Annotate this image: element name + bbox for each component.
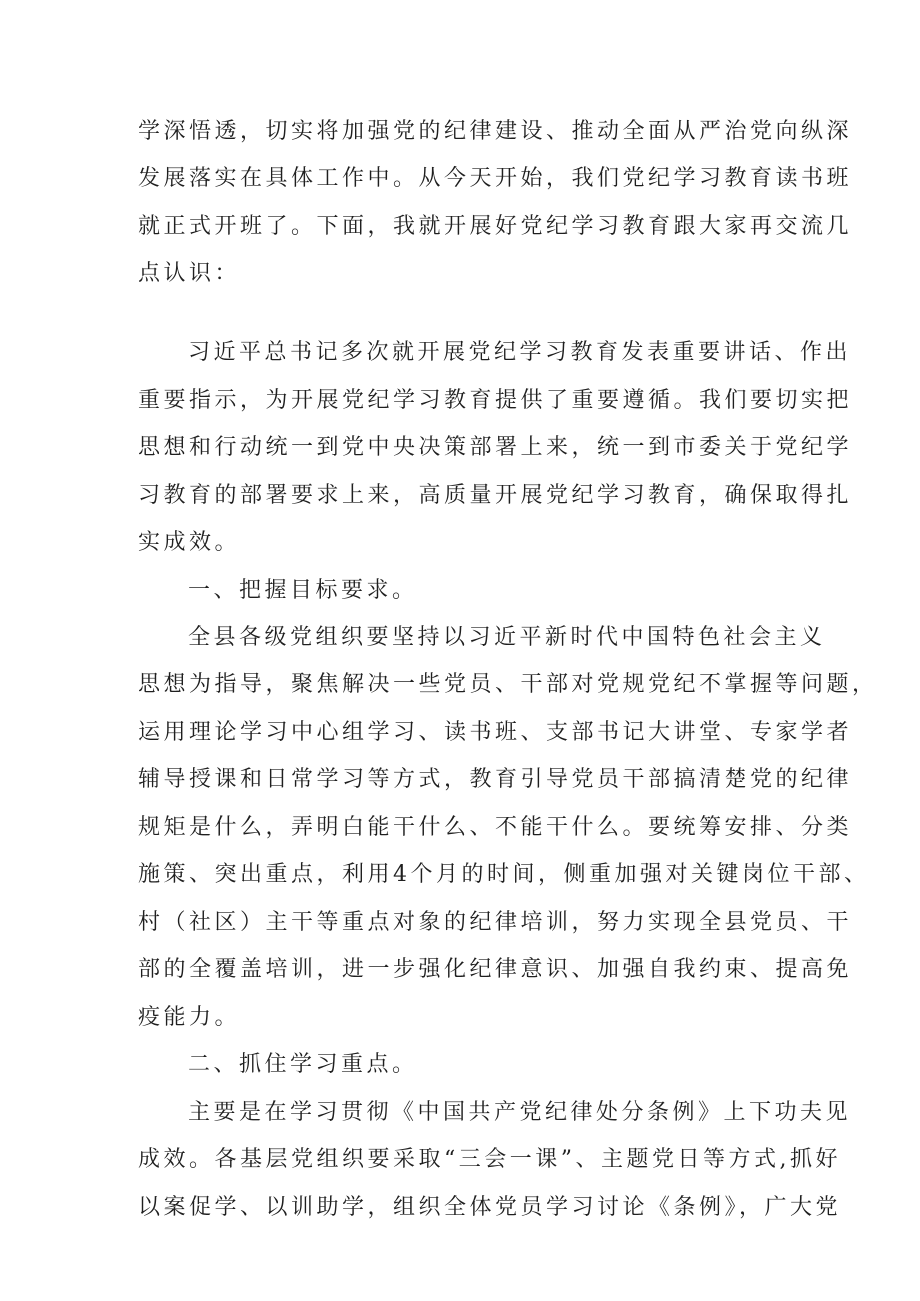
text-line-3: 就正式开班了。下面，我就开展好党纪学习教育跟大家再交流几: [138, 214, 853, 239]
text-line-6: 重要指示，为开展党纪学习教育提供了重要遵循。我们要切实把: [138, 388, 853, 413]
paragraph-start-line: 全县各级党组织要坚持以习近平新时代中国特色社会主义: [188, 625, 826, 650]
paragraph-start-line: 主要是在学习贯彻《中国共产党纪律处分条例》上下功夫见: [188, 1100, 852, 1125]
text-line-15: 规矩是什么，弄明白能干什么、不能干什么。要统筹安排、分类: [138, 815, 853, 840]
paragraph-start-line: 习近平总书记多次就开展党纪学习教育发表重要讲话、作出: [188, 340, 852, 365]
text-line-22: 成效。各基层党组织要采取“三会一课”、主题党日等方式,抓好: [138, 1147, 841, 1172]
text-line-18: 部的全覆盖培训，进一步强化纪律意识、加强自我约束、提高免: [138, 957, 853, 982]
text-line-14: 辅导授课和日常学习等方式，教育引导党员干部搞清楚党的纪律: [138, 767, 853, 792]
section-heading-2: 二、抓住学习重点。: [188, 1052, 418, 1077]
text-line-7: 思想和行动统一到党中央决策部署上来，统一到市委关于党纪学: [138, 435, 853, 460]
section-heading-1: 一、把握目标要求。: [188, 578, 418, 603]
text-line-4: 点认识：: [138, 261, 241, 286]
text-line-16: 施策、突出重点，利用4个月的时间，侧重加强对关键岗位干部、: [138, 862, 870, 887]
text-line-23: 以案促学、以训助学，组织全体党员学习讨论《条例》，广大党: [138, 1195, 842, 1220]
text-line-17: 村（社区）主干等重点对象的纪律培训，努力实现全县党员、干: [138, 910, 853, 935]
text-line-2: 发展落实在具体工作中。从今天开始，我们党纪学习教育读书班: [138, 166, 853, 191]
text-line-9: 实成效。: [138, 530, 241, 555]
text-line-1: 学深悟透，切实将加强党的纪律建设、推动全面从严治党向纵深: [138, 119, 853, 144]
text-line-12: 思想为指导，聚焦解决一些党员、干部对党规党纪不掌握等问题，: [138, 672, 878, 697]
text-line-13: 运用理论学习中心组学习、读书班、支部书记大讲堂、专家学者: [138, 720, 853, 745]
text-line-8: 习教育的部署要求上来，高质量开展党纪学习教育，确保取得扎: [138, 483, 853, 508]
text-line-19: 疫能力。: [138, 1005, 241, 1030]
